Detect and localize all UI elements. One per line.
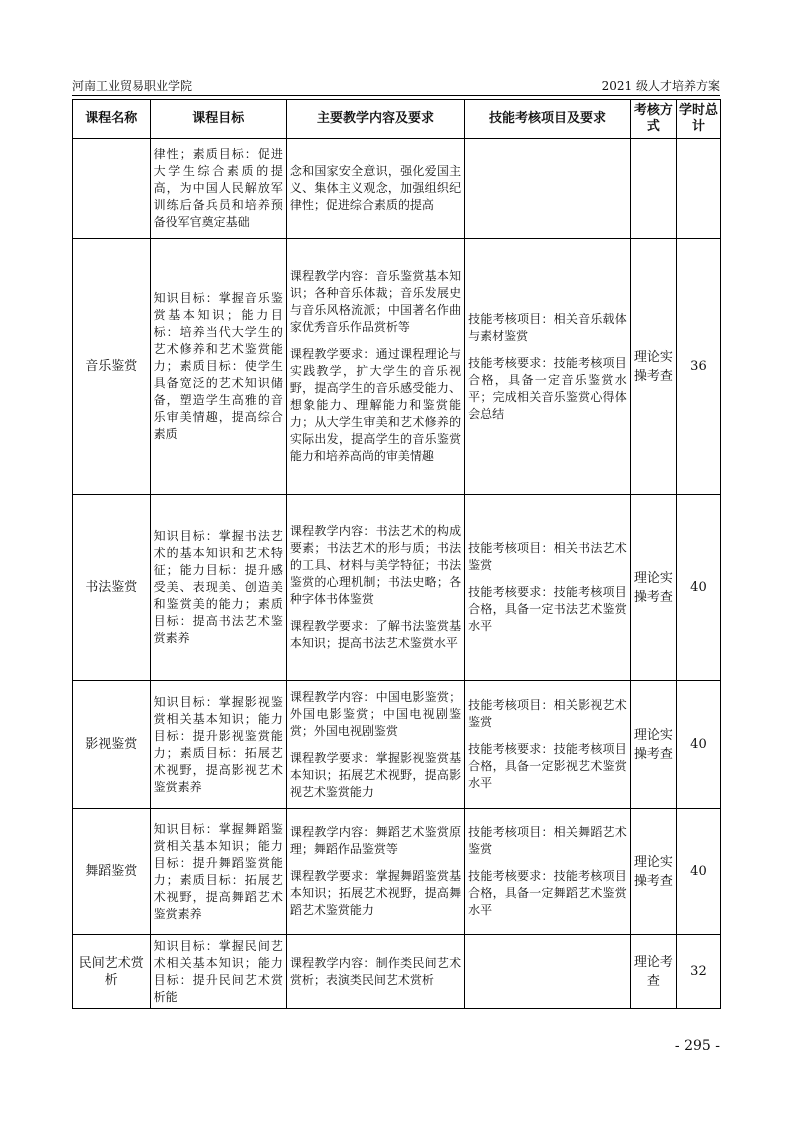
- col-header-course-goals: 课程目标: [150, 100, 286, 139]
- col-header-content: 主要教学内容及要求: [286, 100, 464, 139]
- course-goals-cell: 知识目标：掌握民间艺术相关基本知识；能力目标：提升民间艺术赏析能: [150, 935, 286, 1009]
- page-header: [72, 75, 720, 96]
- table-row: [73, 495, 721, 681]
- col-header-skill: 技能考核项目及要求: [465, 100, 631, 139]
- course-name-cell: 民间艺术赏析: [73, 935, 151, 1009]
- skill-cell: [465, 935, 631, 1009]
- content-cell: [286, 495, 464, 681]
- content-requirement-text: 课程教学要求：通过课程理论与实践教学，扩大学生的音乐视野，提高学生的音乐感受能力、想象能力、理解能力和鉴赏能力；从大学生审美和艺术修养的实际出发，提高学生的音乐鉴赏能力和培养高尚的审美情趣: [289, 347, 462, 463]
- method-cell: 理论实操考查: [630, 239, 676, 495]
- content-requirement-text: 课程教学要求：掌握影视鉴赏基本知识；拓展艺术视野，提高影视艺术鉴赏能力: [289, 750, 462, 799]
- course-goals-cell: 知识目标：掌握舞蹈鉴赏相关基本知识；能力目标：提升舞蹈鉴赏能力；素质目标：拓展艺术视野，提高舞蹈艺术鉴赏素养: [150, 809, 286, 935]
- skill-cell: [465, 239, 631, 495]
- content-cell: [286, 681, 464, 809]
- course-name-cell: 舞蹈鉴赏: [73, 809, 151, 935]
- table-row: [73, 935, 721, 1009]
- skill-item-text: 技能考核项目：相关音乐载体与素材鉴赏: [468, 311, 627, 343]
- hours-cell: 40: [676, 495, 720, 681]
- header-institution: 河南工业贸易职业学院: [72, 79, 193, 93]
- course-name-cell: 书法鉴赏: [73, 495, 151, 681]
- hours-cell: 40: [676, 681, 720, 809]
- course-name-cell: 影视鉴赏: [73, 681, 151, 809]
- method-cell: 理论考查: [630, 935, 676, 1009]
- course-name-cell: 音乐鉴赏: [73, 239, 151, 495]
- skill-item-text: 技能考核项目：相关影视艺术鉴赏: [468, 698, 627, 729]
- skill-cell: [465, 681, 631, 809]
- method-cell: 理论实操考查: [630, 681, 676, 809]
- course-goals-cell: 律性；素质目标：促进大学生综合素质的提高，为中国人民解放军训练后备兵员和培养预备役军官奠定基础: [150, 139, 286, 239]
- skill-requirement-text: 技能考核要求：技能考核项目合格，具备一定音乐鉴赏水平；完成相关音乐鉴赏心得体会总结: [468, 355, 627, 421]
- method-cell: 理论实操考查: [630, 495, 676, 681]
- content-text: 课程教学内容：舞蹈艺术鉴赏原理；舞蹈作品鉴赏等: [289, 825, 462, 856]
- skill-cell: [465, 809, 631, 935]
- table-row: [73, 681, 721, 809]
- skill-requirement-text: 技能考核要求：技能考核项目合格，具备一定影视艺术鉴赏水平: [468, 742, 627, 790]
- page-number: - 295 -: [674, 1038, 720, 1054]
- content-cell: 课程教学内容：制作类民间艺术赏析；表演类民间艺术赏析: [286, 935, 464, 1009]
- table-row: [73, 139, 721, 239]
- col-header-course-name: 课程名称: [73, 100, 151, 139]
- hours-cell: 32: [676, 935, 720, 1009]
- skill-item-text: 技能考核项目：相关舞蹈艺术鉴赏: [468, 825, 627, 856]
- skill-item-text: 技能考核项目：相关书法艺术鉴赏: [468, 541, 627, 572]
- table-row: [73, 809, 721, 935]
- skill-cell: [465, 495, 631, 681]
- content-cell: [286, 239, 464, 495]
- method-cell: [630, 139, 676, 239]
- content-text: 课程教学内容：书法艺术的构成要素；书法艺术的形与质；书法的工具、材料与美学特征；书法鉴赏的心理机制；书法史略；各种字体书体鉴赏: [289, 524, 462, 606]
- header-document-title: 2021 级人才培养方案: [601, 79, 720, 93]
- content-text: 课程教学内容：音乐鉴赏基本知识；各种音乐体裁；音乐发展史与音乐风格流派；中国著名作曲家优秀音乐作品赏析等: [289, 269, 462, 334]
- content-text: 课程教学内容：中国电影鉴赏；外国电影鉴赏；中国电视剧鉴赏；外国电视剧鉴赏: [289, 689, 462, 738]
- hours-cell: 40: [676, 809, 720, 935]
- skill-requirement-text: 技能考核要求：技能考核项目合格，具备一定书法艺术鉴赏水平: [468, 585, 627, 633]
- content-requirement-text: 课程教学要求：掌握舞蹈鉴赏基本知识；拓展艺术视野，提高舞蹈艺术鉴赏能力: [289, 869, 462, 917]
- course-goals-cell: 知识目标：掌握音乐鉴赏基本知识；能力目标：培养当代大学生的艺术修养和艺术鉴赏能力；素质目标：使学生具备宽泛的艺术知识储备，塑造学生高雅的音乐审美情趣，提高综合素质: [150, 239, 286, 495]
- hours-cell: 36: [676, 239, 720, 495]
- course-goals-cell: 知识目标：掌握影视鉴赏相关基本知识；能力目标：提升影视鉴赏能力；素质目标：拓展艺术视野，提高影视艺术鉴赏素养: [150, 681, 286, 809]
- skill-requirement-text: 技能考核要求：技能考核项目合格，具备一定舞蹈艺术鉴赏水平: [468, 869, 627, 917]
- col-header-hours: 学时总计: [676, 100, 720, 139]
- table-header-row: [73, 100, 721, 139]
- course-goals-cell: 知识目标：掌握书法艺术的基本知识和艺术特征；能力目标：提升感受美、表现美、创造美和鉴赏美的能力；素质目标：提高书法艺术鉴赏素养: [150, 495, 286, 681]
- col-header-method: 考核方式: [630, 100, 676, 139]
- content-cell: 念和国家安全意识，强化爱国主义、集体主义观念，加强组织纪律性；促进综合素质的提高: [286, 139, 464, 239]
- skill-cell: [465, 139, 631, 239]
- content-requirement-text: 课程教学要求：了解书法鉴赏基本知识；提高书法艺术鉴赏水平: [289, 619, 462, 650]
- method-cell: 理论实操考查: [630, 809, 676, 935]
- course-name-cell: [73, 139, 151, 239]
- table-row: [73, 239, 721, 495]
- hours-cell: [676, 139, 720, 239]
- curriculum-table: [72, 99, 721, 1009]
- content-cell: [286, 809, 464, 935]
